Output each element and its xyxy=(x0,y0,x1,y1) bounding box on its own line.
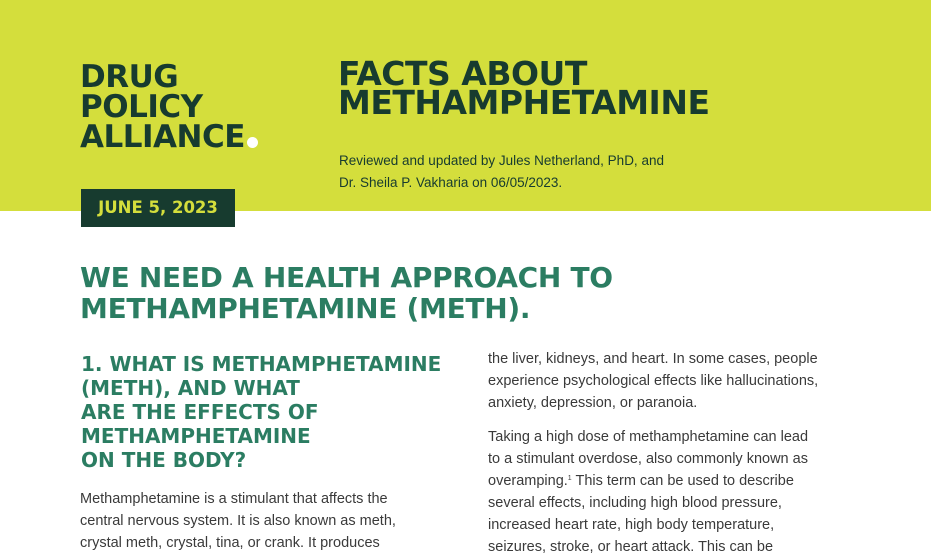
page-title xyxy=(338,54,710,122)
right-paragraph-1 xyxy=(488,348,818,414)
logo-line-3-text: ALLIANCE xyxy=(80,119,245,155)
right-p1-line-2: experience psychological effects like hallucinations, xyxy=(488,373,819,389)
main-heading-line-2: METHAMPHETAMINE (METH). xyxy=(80,292,531,325)
right-p1-line-1: the liver, kidneys, and heart. In some cases, people xyxy=(488,351,818,367)
logo-dot-icon xyxy=(247,137,258,148)
right-p2-line-4: several effects, including high blood pressure, xyxy=(488,495,782,511)
right-paragraph-2 xyxy=(488,426,808,558)
section-heading-line-4: METHAMPHETAMINE xyxy=(81,424,311,448)
right-p2-line-5: increased heart rate, high body temperature, xyxy=(488,517,775,533)
left-column-paragraph xyxy=(80,488,396,554)
section-heading xyxy=(81,352,441,472)
main-heading xyxy=(80,262,613,324)
date-badge: JUNE 5, 2023 xyxy=(81,189,235,227)
section-heading-line-2: (METH), AND WHAT xyxy=(81,376,300,400)
right-p2-line-3 xyxy=(488,470,808,492)
main-heading-line-1: WE NEED A HEALTH APPROACH TO xyxy=(80,261,613,294)
byline-line-2: Dr. Sheila P. Vakharia on 06/05/2023. xyxy=(339,175,563,190)
section-heading-line-1: 1. WHAT IS METHAMPHETAMINE xyxy=(81,352,442,376)
footnote-ref-1[interactable]: 1 xyxy=(567,475,572,482)
overamping-text: overamping. xyxy=(488,473,568,489)
section-heading-line-5: ON THE BODY? xyxy=(81,448,247,472)
page-title-line-1: FACTS ABOUT xyxy=(338,54,587,93)
page-title-line-2: METHAMPHETAMINE xyxy=(338,83,710,122)
right-p1-line-3: anxiety, depression, or paranoia. xyxy=(488,395,698,411)
left-body-line-2: central nervous system. It is also known as meth, xyxy=(80,513,396,529)
right-p2-line-2: to a stimulant overdose, also commonly known as xyxy=(488,451,808,467)
review-byline xyxy=(339,150,664,194)
left-body-line-1: Methamphetamine is a stimulant that affects the xyxy=(80,491,388,507)
right-p2-line-1: Taking a high dose of methamphetamine can lead xyxy=(488,429,809,445)
right-p2-line-3-rest: This term can be used to describe xyxy=(571,473,794,489)
section-heading-line-3: ARE THE EFFECTS OF xyxy=(81,400,319,424)
drug-policy-alliance-logo[interactable] xyxy=(80,59,258,155)
logo-line-3 xyxy=(80,119,258,155)
logo-line-1: DRUG xyxy=(80,59,179,95)
byline-line-1: Reviewed and updated by Jules Netherland, PhD, and xyxy=(339,153,664,168)
left-body-line-3: crystal meth, crystal, tina, or crank. It produces xyxy=(80,535,380,551)
logo-line-2: POLICY xyxy=(80,89,203,125)
right-p2-line-6: seizures, stroke, or heart attack. This can be xyxy=(488,539,774,555)
